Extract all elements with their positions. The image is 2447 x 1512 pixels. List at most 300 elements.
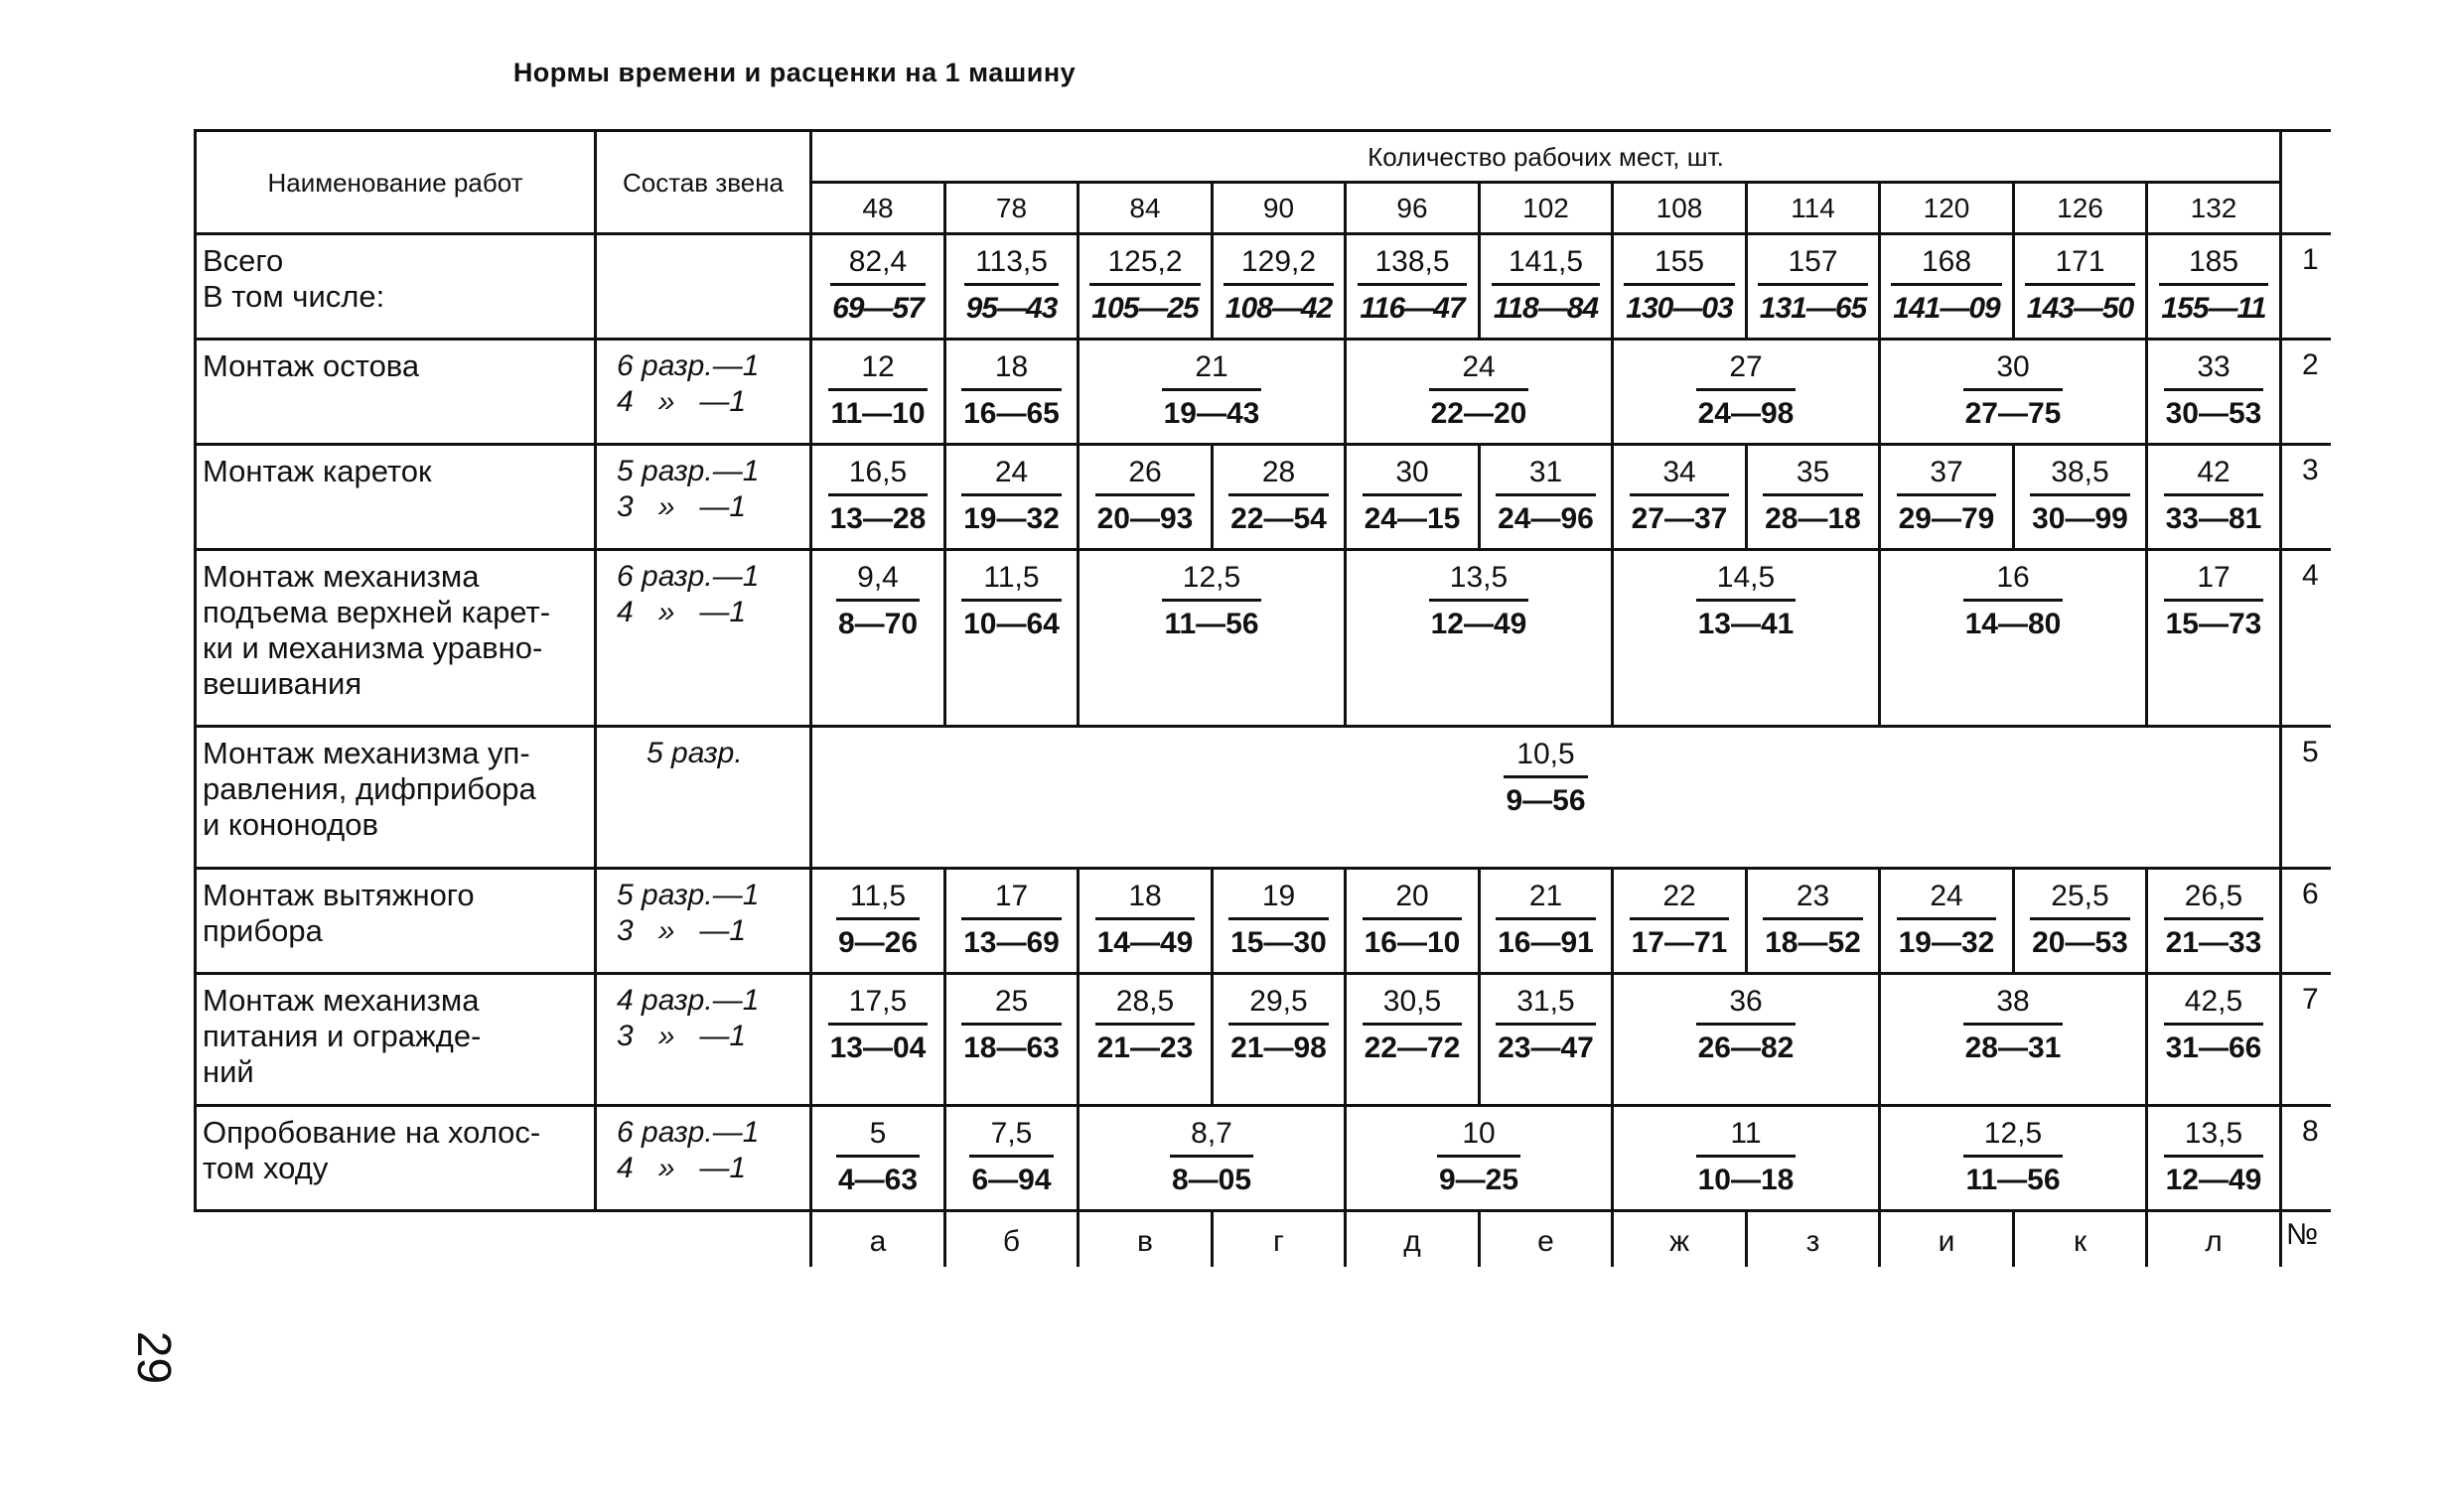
norm-cell <box>1480 445 1613 550</box>
rate-value: 27—37 <box>1631 502 1728 535</box>
rate-value: 11—10 <box>830 397 926 430</box>
work-name <box>196 340 596 445</box>
norm-cell <box>2147 234 2281 340</box>
rate-value: 22—20 <box>1430 397 1527 430</box>
row-number: 1 <box>2281 234 2331 340</box>
time-norm: 38,5 <box>2030 458 2130 496</box>
rate-value: 16—91 <box>1498 926 1594 959</box>
norm-fraction <box>1170 1119 1253 1195</box>
norm-cell <box>1747 445 1880 550</box>
norm-fraction <box>2164 882 2264 958</box>
table-row <box>196 974 2331 1106</box>
norm-cell <box>1613 869 1747 974</box>
rate-value: 14—49 <box>1096 926 1194 959</box>
time-norm: 36 <box>1696 987 1797 1026</box>
column-letter: д <box>1346 1211 1480 1267</box>
rate-value: 16—10 <box>1364 926 1461 959</box>
rate-value: 19—43 <box>1163 397 1260 430</box>
norm-fraction <box>1095 458 1196 534</box>
time-norm: 13,5 <box>2164 1119 2264 1158</box>
norm-fraction <box>1095 987 1196 1063</box>
time-norm: 157 <box>1758 247 1868 286</box>
work-name-line: Всего <box>203 243 284 278</box>
norm-cell <box>1613 974 1880 1106</box>
work-name-line: Монтаж вытяжного <box>203 878 475 912</box>
norm-fraction <box>1358 247 1466 324</box>
work-name-line: Монтаж кареток <box>203 454 432 488</box>
norm-cell <box>1747 869 1880 974</box>
rate-value: 20—53 <box>2032 926 2128 959</box>
rate-value: 24—98 <box>1697 397 1795 430</box>
time-norm: 21 <box>1496 882 1596 920</box>
norm-cell <box>1480 974 1613 1106</box>
crew-line: 3 » —1 <box>617 1020 747 1052</box>
norm-cell <box>1880 1106 2147 1211</box>
time-norm: 24 <box>961 458 1062 496</box>
rate-value: 16—65 <box>963 397 1060 430</box>
norm-fraction <box>1696 987 1797 1063</box>
row-number: 4 <box>2281 550 2331 727</box>
time-norm: 31,5 <box>1496 987 1596 1026</box>
norm-cell <box>811 550 945 727</box>
column-letter: б <box>945 1211 1079 1267</box>
norm-fraction <box>830 247 926 324</box>
header-count: 102 <box>1480 183 1613 234</box>
time-norm: 17 <box>2164 563 2264 602</box>
header-workplaces: Количество рабочих мест, шт. <box>811 131 2281 183</box>
norm-cell <box>2147 974 2281 1106</box>
norm-fraction <box>1095 882 1196 958</box>
rate-value: 29—79 <box>1898 502 1995 535</box>
norm-fraction <box>1630 882 1730 958</box>
column-letter: и <box>1880 1211 2014 1267</box>
rate-value: 11—56 <box>1965 1164 2061 1196</box>
header-count: 108 <box>1613 183 1747 234</box>
norm-cell <box>1613 340 1880 445</box>
column-letter: к <box>2014 1211 2147 1267</box>
work-name <box>196 869 596 974</box>
rate-value: 13—28 <box>829 502 927 535</box>
time-norm: 16 <box>1963 563 2064 602</box>
crew-line: 4 разр.—1 <box>617 984 760 1017</box>
norm-fraction <box>1891 247 2001 324</box>
work-name-line: Опробование на холос- <box>203 1115 541 1150</box>
norm-fraction <box>2030 458 2130 534</box>
time-norm: 30 <box>1963 352 2064 391</box>
time-norm: 30,5 <box>1363 987 1463 1026</box>
time-norm: 11,5 <box>961 563 1062 602</box>
time-norm: 27 <box>1696 352 1797 391</box>
time-norm: 18 <box>1095 882 1196 920</box>
time-norm: 22 <box>1630 882 1730 920</box>
time-norm: 10 <box>1437 1119 1520 1158</box>
norm-fraction <box>1496 987 1596 1063</box>
work-name-line: питания и огражде- <box>203 1019 482 1053</box>
norm-cell <box>1213 234 1346 340</box>
rate-value: 22—72 <box>1364 1031 1461 1064</box>
norm-fraction <box>1363 458 1463 534</box>
norm-cell <box>945 234 1079 340</box>
time-norm: 12,5 <box>1963 1119 2062 1158</box>
norm-fraction <box>836 882 920 958</box>
norm-fraction <box>828 458 929 534</box>
norm-cell <box>1613 1106 1880 1211</box>
work-name-line: Монтаж остова <box>203 348 420 383</box>
norm-fraction <box>1963 563 2064 639</box>
norm-cell <box>1346 974 1480 1106</box>
column-letter: л <box>2147 1211 2281 1267</box>
norm-cell <box>2147 445 2281 550</box>
crew-composition <box>596 340 811 445</box>
rate-value: 4—63 <box>837 1164 919 1196</box>
footer-row <box>196 1211 2331 1267</box>
rate-value: 12—49 <box>1430 608 1527 640</box>
time-norm: 171 <box>2025 247 2135 286</box>
work-name-line: Монтаж механизма <box>203 559 480 594</box>
rate-value: 20—93 <box>1096 502 1194 535</box>
norm-fraction <box>1963 352 2064 429</box>
norm-cell <box>945 869 1079 974</box>
norm-fraction <box>1963 987 2064 1063</box>
crew-line: 4 » —1 <box>617 385 747 418</box>
time-norm: 34 <box>1630 458 1730 496</box>
time-norm: 18 <box>961 352 1062 391</box>
row-number: 2 <box>2281 340 2331 445</box>
norm-fraction <box>1963 1119 2062 1195</box>
crew-line: 3 » —1 <box>617 490 747 523</box>
norm-cell <box>811 1106 945 1211</box>
time-norm: 42,5 <box>2164 987 2264 1026</box>
time-norm: 21 <box>1162 352 1262 391</box>
norm-fraction <box>1763 458 1863 534</box>
crew-line: 3 » —1 <box>617 914 747 947</box>
row-number: 5 <box>2281 727 2331 869</box>
rate-value: 118—84 <box>1493 292 1599 325</box>
norm-cell <box>2014 234 2147 340</box>
norm-cell <box>811 869 945 974</box>
norm-cell <box>1079 340 1346 445</box>
norm-cell <box>1346 340 1613 445</box>
time-norm: 26 <box>1095 458 1196 496</box>
time-norm: 17 <box>961 882 1062 920</box>
norm-cell <box>811 727 2281 869</box>
norm-cell <box>1079 550 1346 727</box>
norm-cell <box>811 234 945 340</box>
rate-value: 18—63 <box>963 1031 1060 1064</box>
time-norm: 113,5 <box>964 247 1060 286</box>
norm-cell <box>945 550 1079 727</box>
norm-cell <box>1747 234 1880 340</box>
rate-value: 105—25 <box>1091 292 1199 325</box>
norm-fraction <box>961 458 1062 534</box>
crew-line: 5 разр.—1 <box>617 879 760 911</box>
norm-fraction <box>1897 458 1997 534</box>
time-norm: 155 <box>1624 247 1734 286</box>
rate-value: 13—69 <box>963 926 1060 959</box>
norm-cell <box>1613 550 1880 727</box>
norm-fraction <box>2030 882 2130 958</box>
norm-fraction <box>2025 247 2135 324</box>
time-norm: 82,4 <box>830 247 926 286</box>
rate-value: 19—32 <box>1898 926 1995 959</box>
rate-value: 13—41 <box>1697 608 1795 640</box>
norm-fraction <box>961 882 1062 958</box>
crew-composition <box>596 445 811 550</box>
rate-value: 33—81 <box>2165 502 2262 535</box>
norm-cell <box>2147 340 2281 445</box>
time-norm: 16,5 <box>828 458 929 496</box>
norm-fraction <box>1504 740 1587 816</box>
time-norm: 13,5 <box>1429 563 1529 602</box>
header-count: 90 <box>1213 183 1346 234</box>
norm-fraction <box>1228 458 1329 534</box>
work-name <box>196 445 596 550</box>
norm-fraction <box>1363 882 1463 958</box>
norm-cell <box>1480 869 1613 974</box>
time-norm: 25 <box>961 987 1062 1026</box>
rate-value: 26—82 <box>1697 1031 1795 1064</box>
time-norm: 14,5 <box>1696 563 1797 602</box>
crew-composition <box>596 869 811 974</box>
work-name-line: ки и механизма уравно- <box>203 630 543 665</box>
rate-value: 9—56 <box>1506 784 1586 817</box>
norm-cell <box>1346 234 1480 340</box>
rate-value: 116—47 <box>1360 292 1465 325</box>
column-number-label: № <box>2281 1211 2331 1267</box>
norm-cell <box>2014 869 2147 974</box>
column-letter: в <box>1079 1211 1213 1267</box>
norm-fraction <box>1492 247 1600 324</box>
norm-fraction <box>2164 1119 2264 1195</box>
rate-value: 108—42 <box>1224 292 1333 325</box>
time-norm: 23 <box>1763 882 1863 920</box>
norm-fraction <box>1429 352 1529 429</box>
time-norm: 185 <box>2159 247 2267 286</box>
time-norm: 9,4 <box>836 563 920 602</box>
norm-cell <box>1880 974 2147 1106</box>
header-rowno-blank <box>2281 131 2331 234</box>
time-norm: 11,5 <box>836 882 920 920</box>
rate-value: 28—31 <box>1964 1031 2062 1064</box>
work-name-line: том ходу <box>203 1151 329 1185</box>
rate-value: 141—09 <box>1893 292 2000 325</box>
crew-line: 6 разр.—1 <box>617 560 760 593</box>
rate-value: 21—33 <box>2165 926 2262 959</box>
norm-cell <box>811 340 945 445</box>
time-norm: 125,2 <box>1089 247 1200 286</box>
norm-cell <box>1880 869 2014 974</box>
rate-value: 10—64 <box>963 608 1060 640</box>
norm-fraction <box>2159 247 2267 324</box>
norm-fraction <box>1228 987 1329 1063</box>
work-name-line: подъема верхней карет- <box>203 595 551 629</box>
rate-value: 9—25 <box>1438 1164 1519 1196</box>
row-number: 8 <box>2281 1106 2331 1211</box>
time-norm: 129,2 <box>1224 247 1334 286</box>
norm-fraction <box>836 1119 920 1195</box>
norm-cell <box>1079 234 1213 340</box>
norm-fraction <box>1624 247 1734 324</box>
time-norm: 10,5 <box>1504 740 1587 778</box>
work-name-line: и кононодов <box>203 807 378 842</box>
rate-value: 15—30 <box>1230 926 1327 959</box>
table-row <box>196 869 2331 974</box>
norm-fraction <box>961 987 1062 1063</box>
time-norm: 8,7 <box>1170 1119 1253 1158</box>
rate-value: 155—11 <box>2161 292 2266 325</box>
norm-cell <box>811 974 945 1106</box>
norm-cell <box>1346 550 1613 727</box>
rate-value: 31—66 <box>2165 1031 2262 1064</box>
norm-cell <box>1880 234 2014 340</box>
crew-line: 5 разр. <box>647 737 743 769</box>
time-norm: 141,5 <box>1492 247 1600 286</box>
norm-fraction <box>2164 563 2264 639</box>
column-letter: е <box>1480 1211 1613 1267</box>
norm-cell <box>1613 445 1747 550</box>
rate-value: 13—04 <box>829 1031 927 1064</box>
rate-value: 24—96 <box>1498 502 1594 535</box>
time-norm: 38 <box>1963 987 2064 1026</box>
work-name-line: В том числе: <box>203 279 385 314</box>
work-name <box>196 1106 596 1211</box>
rate-value: 69—57 <box>832 292 924 325</box>
work-name <box>196 727 596 869</box>
time-norm: 11 <box>1696 1119 1797 1158</box>
norm-fraction <box>828 987 929 1063</box>
norm-fraction <box>1496 458 1596 534</box>
work-name <box>196 234 596 340</box>
norm-cell <box>1079 869 1213 974</box>
norm-cell <box>2147 869 2281 974</box>
norm-fraction <box>1696 563 1797 639</box>
time-norm: 26,5 <box>2164 882 2264 920</box>
norm-fraction <box>961 352 1062 429</box>
rate-value: 143—50 <box>2026 292 2134 325</box>
work-name-line: ний <box>203 1054 254 1089</box>
norm-cell <box>1346 445 1480 550</box>
table-row <box>196 340 2331 445</box>
rate-value: 30—53 <box>2165 397 2262 430</box>
header-name-col: Наименование работ <box>196 131 596 234</box>
time-norm: 12 <box>828 352 927 391</box>
row-number: 6 <box>2281 869 2331 974</box>
header-count: 48 <box>811 183 945 234</box>
norm-cell <box>1079 1106 1346 1211</box>
norm-fraction <box>1897 882 1997 958</box>
norm-cell <box>2014 445 2147 550</box>
work-name <box>196 550 596 727</box>
norm-fraction <box>1429 563 1529 639</box>
column-letter: а <box>811 1211 945 1267</box>
time-norm: 19 <box>1228 882 1329 920</box>
table-row <box>196 1106 2331 1211</box>
table-row <box>196 550 2331 727</box>
rate-value: 130—03 <box>1626 292 1733 325</box>
header-count: 126 <box>2014 183 2147 234</box>
rate-value: 9—26 <box>837 926 919 959</box>
norm-cell <box>811 445 945 550</box>
norm-cell <box>1880 550 2147 727</box>
time-norm: 30 <box>1363 458 1463 496</box>
norm-cell <box>1213 445 1346 550</box>
column-letter: г <box>1213 1211 1346 1267</box>
work-name-line: равления, дифприбора <box>203 771 536 806</box>
norm-fraction <box>1630 458 1730 534</box>
norm-fraction <box>1437 1119 1520 1195</box>
time-norm: 35 <box>1763 458 1863 496</box>
norm-fraction <box>1224 247 1334 324</box>
time-norm: 17,5 <box>828 987 929 1026</box>
rate-value: 8—70 <box>837 608 919 640</box>
norm-cell <box>945 974 1079 1106</box>
norm-fraction <box>1696 352 1797 429</box>
time-norm: 12,5 <box>1162 563 1260 602</box>
norm-cell <box>1880 340 2147 445</box>
norm-cell <box>1079 445 1213 550</box>
time-norm: 31 <box>1496 458 1596 496</box>
norm-fraction <box>964 247 1060 324</box>
rate-value: 30—99 <box>2032 502 2128 535</box>
norm-fraction <box>2164 458 2264 534</box>
table-row <box>196 234 2331 340</box>
norm-fraction <box>961 563 1062 639</box>
time-norm: 24 <box>1429 352 1529 391</box>
norm-fraction <box>1162 352 1262 429</box>
rate-value: 22—54 <box>1230 502 1327 535</box>
norm-fraction <box>1496 882 1596 958</box>
header-count: 132 <box>2147 183 2281 234</box>
norm-cell <box>1480 234 1613 340</box>
rate-value: 11—56 <box>1164 608 1259 640</box>
rate-value: 21—23 <box>1096 1031 1194 1064</box>
header-crew-col: Состав звена <box>596 131 811 234</box>
time-norm: 29,5 <box>1228 987 1329 1026</box>
rate-value: 24—15 <box>1364 502 1461 535</box>
norm-fraction <box>1162 563 1260 639</box>
header-count: 120 <box>1880 183 2014 234</box>
time-norm: 138,5 <box>1358 247 1466 286</box>
column-letter: з <box>1747 1211 1880 1267</box>
footer-blank <box>196 1211 596 1267</box>
norm-cell <box>2147 550 2281 727</box>
rate-value: 131—65 <box>1759 292 1867 325</box>
norm-cell <box>2147 1106 2281 1211</box>
rate-value: 27—75 <box>1964 397 2062 430</box>
rate-value: 19—32 <box>963 502 1060 535</box>
norm-fraction <box>2164 987 2264 1063</box>
norm-fraction <box>969 1119 1053 1195</box>
crew-line: 6 разр.—1 <box>617 349 760 382</box>
time-norm: 7,5 <box>969 1119 1053 1158</box>
rate-value: 21—98 <box>1230 1031 1327 1064</box>
crew-line: 4 » —1 <box>617 1152 747 1184</box>
norm-fraction <box>1089 247 1200 324</box>
rate-value: 12—49 <box>2165 1164 2262 1196</box>
rate-value: 10—18 <box>1697 1164 1795 1196</box>
rate-value: 8—05 <box>1171 1164 1252 1196</box>
time-norm: 28 <box>1228 458 1329 496</box>
norm-fraction <box>1758 247 1868 324</box>
norm-fraction <box>1228 882 1329 958</box>
norm-fraction <box>1696 1119 1797 1195</box>
time-norm: 25,5 <box>2030 882 2130 920</box>
norm-cell <box>1346 1106 1613 1211</box>
table-row <box>196 445 2331 550</box>
work-name <box>196 974 596 1106</box>
crew-composition <box>596 1106 811 1211</box>
row-number: 3 <box>2281 445 2331 550</box>
